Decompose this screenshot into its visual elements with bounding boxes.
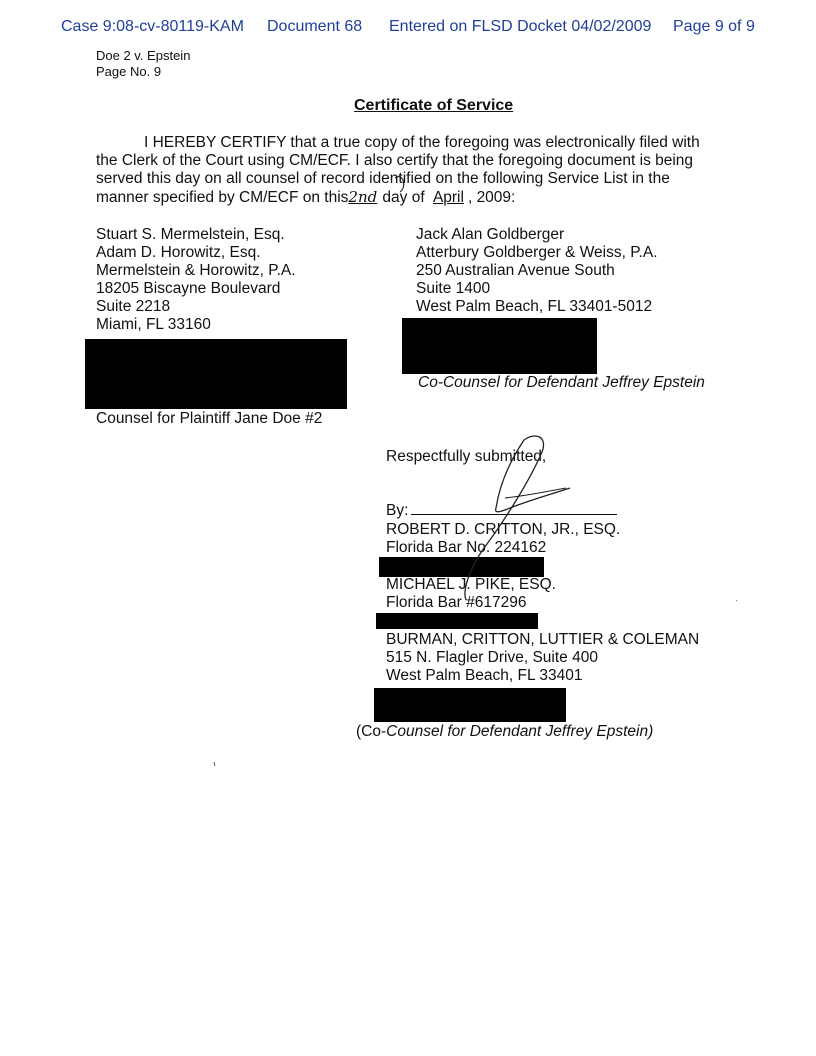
service-left-block xyxy=(96,226,296,334)
closing-text: Respectfully submitted, xyxy=(386,448,547,465)
case-number: Case 9:08-cv-80119-KAM xyxy=(61,18,244,35)
service-right-line: West Palm Beach, FL 33401-5012 xyxy=(416,298,653,315)
service-right-line: Jack Alan Goldberger xyxy=(416,226,565,243)
case-name: Doe 2 v. Epstein xyxy=(96,48,191,63)
service-right-block xyxy=(416,226,658,316)
redaction-box xyxy=(374,688,566,722)
signature-role xyxy=(356,723,653,741)
redaction-box xyxy=(376,613,538,629)
page-number: Page No. 9 xyxy=(96,64,162,79)
law-firm-name: BURMAN, CRITTON, LUTTIER & COLEMAN xyxy=(386,631,700,648)
firm-address-line-2: West Palm Beach, FL 33401 xyxy=(386,667,583,684)
cert-line-4 xyxy=(96,188,723,207)
cert-line-1: I HEREBY CERTIFY that a true copy of the foregoing was electronically filed with xyxy=(144,134,700,151)
cert-line-4-end: , 2009: xyxy=(467,189,516,206)
service-left-line: 18205 Biscayne Boulevard xyxy=(96,280,281,297)
firm-address-line-1: 515 N. Flagler Drive, Suite 400 xyxy=(386,649,598,666)
document-number: Document 68 xyxy=(267,18,363,35)
attorney-2-name: MICHAEL J. PIKE, ESQ. xyxy=(386,576,556,593)
service-right-line: Atterbury Goldberger & Weiss, P.A. xyxy=(416,244,658,261)
certificate-title: Certificate of Service xyxy=(354,97,514,114)
service-left-line: Adam D. Horowitz, Esq. xyxy=(96,244,261,261)
cert-line-2: the Clerk of the Court using CM/ECF. I also certify that the foregoing document is being xyxy=(96,152,694,169)
cert-line-4-mid: day of xyxy=(382,189,429,206)
redaction-box xyxy=(402,318,597,374)
by-label: By: xyxy=(386,502,409,519)
redaction-box xyxy=(85,339,347,409)
page-count: Page 9 of 9 xyxy=(673,18,755,35)
service-left-line: Suite 2218 xyxy=(96,298,171,315)
cert-line-4-start: manner specified by CM/ECF on this xyxy=(96,189,349,206)
plaintiff-counsel-role: Counsel for Plaintiff Jane Doe #2 xyxy=(96,410,323,427)
handwritten-day: 2nd xyxy=(348,188,378,206)
signature-line xyxy=(386,502,617,520)
service-left-line: Stuart S. Mermelstein, Esq. xyxy=(96,226,285,243)
defense-cocounsel-role: Co-Counsel for Defendant Jeffrey Epstein xyxy=(418,374,705,391)
service-right-line: Suite 1400 xyxy=(416,280,491,297)
attorney-2-bar: Florida Bar #617296 xyxy=(386,594,527,611)
docket-entry-date: Entered on FLSD Docket 04/02/2009 xyxy=(389,18,652,35)
service-left-line: Mermelstein & Horowitz, P.A. xyxy=(96,262,296,279)
signature-role-text: Counsel for Defendant Jeffrey Epstein) xyxy=(386,723,654,740)
attorney-1-name: ROBERT D. CRITTON, JR., ESQ. xyxy=(386,521,621,538)
cert-line-3: served this day on all counsel of record identified on the following Service List in the xyxy=(96,170,670,187)
certificate-paragraph xyxy=(96,134,723,207)
cert-month: April xyxy=(432,189,464,206)
attorney-1-bar: Florida Bar No. 224162 xyxy=(386,539,547,556)
signature-role-prefix: (Co- xyxy=(356,723,387,740)
service-left-line: Miami, FL 33160 xyxy=(96,316,211,333)
redaction-box xyxy=(379,557,544,577)
signature-rule xyxy=(411,502,617,515)
service-right-line: 250 Australian Avenue South xyxy=(416,262,615,279)
